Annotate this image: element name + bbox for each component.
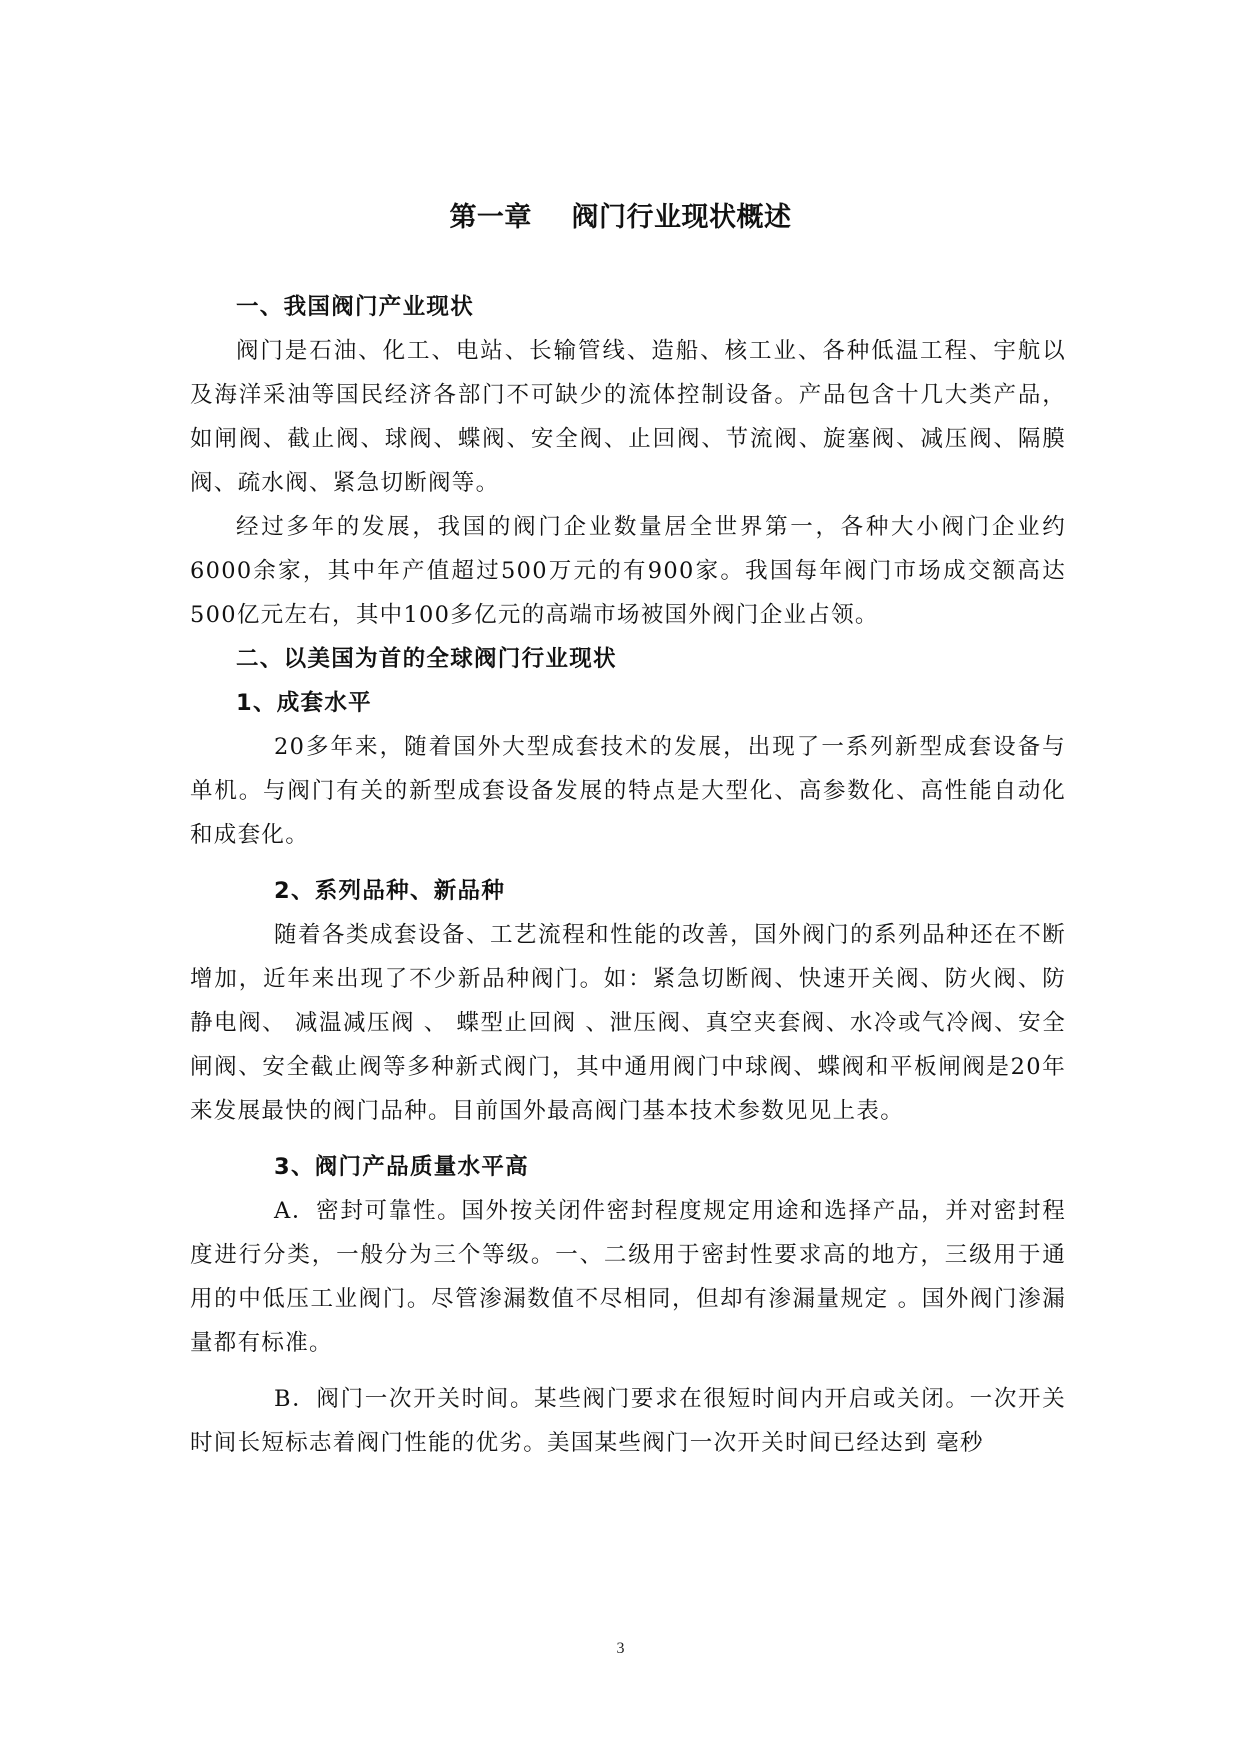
paragraph-3: 20多年来，随着国外大型成套技术的发展，出现了一系列新型成套设备与单机。与阀门有关的新型成套设备发展的特点是大型化、高参数化、高性能自动化和成套化。 <box>190 734 1066 848</box>
document-body <box>190 285 1066 1465</box>
chapter-title: 第一章 阀门行业现状概述 <box>449 202 792 233</box>
paragraph-1: 阀门是石油、化工、电站、长输管线、造船、核工业、各种低温工程、宇航以及海洋采油等国民经济各部门不可缺少的流体控制设备。产品包含十几大类产品，如闸阀、截止阀、球阀、蝶阀、安全阀、止回阀、节流阀、旋塞阀、减压阀、隔膜阀、疏水阀、紧急切断阀等。 <box>190 338 1066 496</box>
subsection-heading-3: 3、阀门产品质量水平高 <box>274 1154 529 1180</box>
page-number: 3 <box>616 1640 625 1657</box>
paragraph-5: A．密封可靠性。国外按关闭件密封程度规定用途和选择产品，并对密封程度进行分类，一般分为三个等级。一、二级用于密封性要求高的地方，三级用于通用的中低压工业阀门。尽管渗漏数值不尽相同，但却有渗漏量规定 。国外阀门渗漏量都有标准。 <box>190 1198 1066 1356</box>
subsection-heading-2: 2、系列品种、新品种 <box>274 878 506 904</box>
subsection-heading-1: 1、成套水平 <box>236 690 372 716</box>
paragraph-4: 随着各类成套设备、工艺流程和性能的改善，国外阀门的系列品种还在不断增加，近年来出现了不少新品种阀门。如：紧急切断阀、快速开关阀、防火阀、防静电阀、 减温减压阀 、 蝶型止回阀 、泄压阀、真空夹套阀、水冷或气冷阀、安全闸阀、安全截止阀等多种新式阀门，其中通用阀门中球阀、蝶阀和平板闸阀是20年来发展最快的阀门品种。目前国外最高阀门基本技术参数见见上表。 <box>190 922 1066 1124</box>
section-heading-2: 二、以美国为首的全球阀门行业现状 <box>236 646 617 672</box>
section-heading-1: 一、我国阀门产业现状 <box>236 294 475 320</box>
paragraph-2: 经过多年的发展，我国的阀门企业数量居全世界第一，各种大小阀门企业约6000余家，其中年产值超过500万元的有900家。我国每年阀门市场成交额高达500亿元左右，其中100多亿元的高端市场被国外阀门企业占领。 <box>190 514 1066 628</box>
paragraph-6: B．阀门一次开关时间。某些阀门要求在很短时间内开启或关闭。一次开关时间长短标志着阀门性能的优劣。美国某些阀门一次开关时间已经达到 毫秒 <box>190 1386 1066 1456</box>
